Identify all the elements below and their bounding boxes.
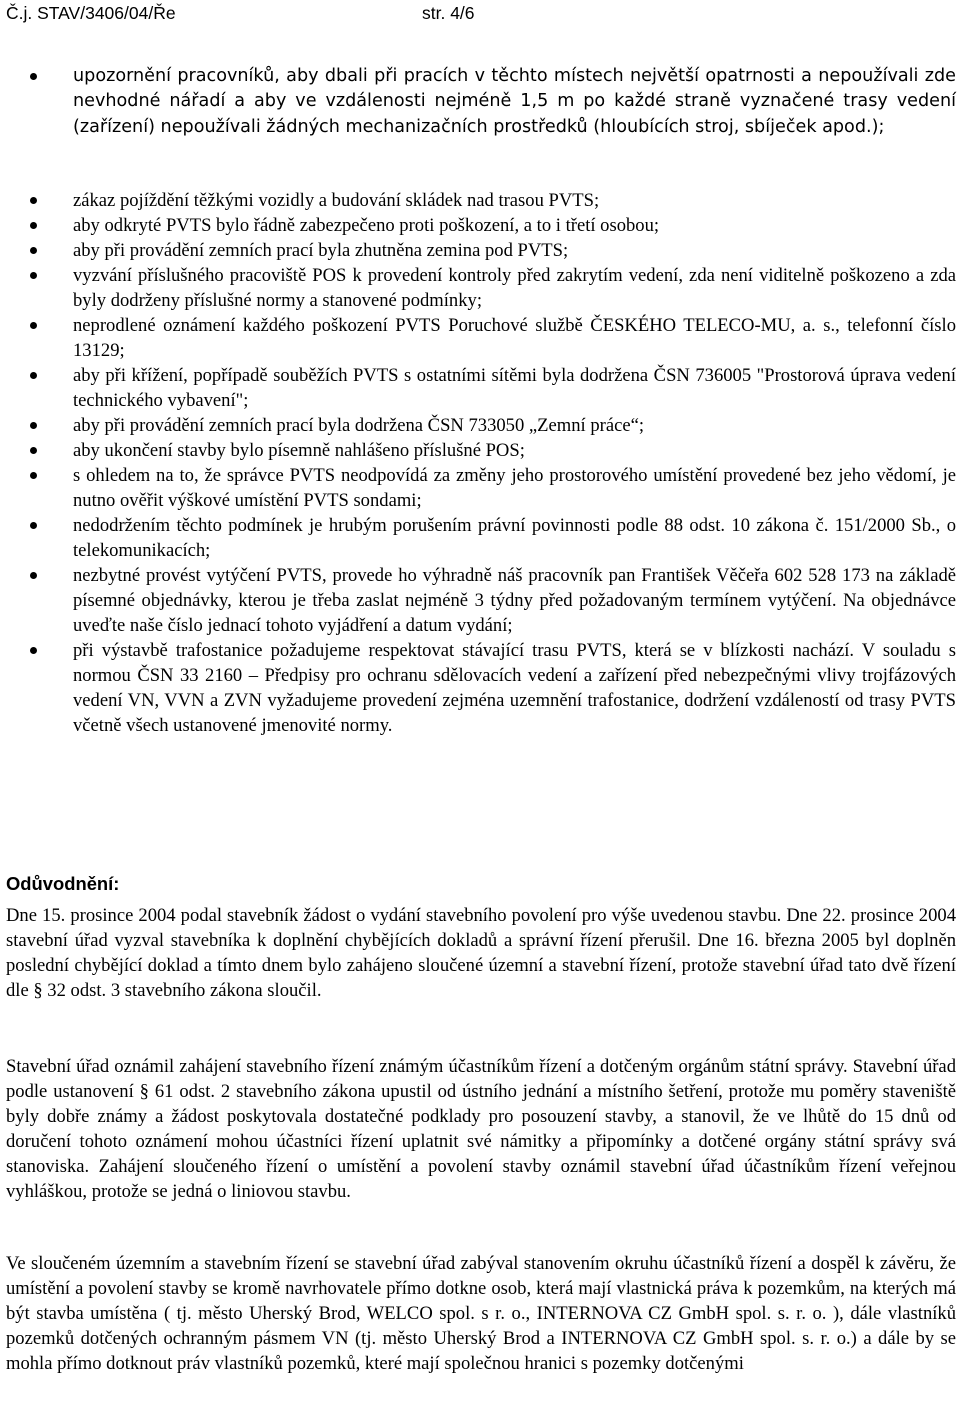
reference-number: Č.j. STAV/3406/04/Ře [6, 3, 176, 23]
list-item: aby při provádění zemních prací byla zhutněna zemina pod PVTS; [0, 238, 960, 263]
list-item: aby ukončení stavby bylo písemně nahlášeno příslušné POS; [0, 438, 960, 463]
paragraph: Ve sloučeném územním a stavebním řízení se stavební úřad zabýval stanovením okruhu účastníků řízení a dospěl k závěru, že umístění a povolení stavby se kromě navrhovatele přímo dotkne osob, která mají vlastnická práva k pozemkům, na kterých má být stavba umístěna ( tj. město Uherský Brod, WELCO spol. s r. o., INTERNOVA CZ GmbH spol. s. r. o. ), dále vlastníků pozemků dotčených ochranným pásmem VN (tj. město Uherský Brod a INTERNOVA CZ GmbH spol. s. r. o.) a dále by se mohla přímo dotknout práv vlastníků pozemků, které mají společnou hranici s pozemky dotčenými [6, 1253, 956, 1374]
list-item: aby odkryté PVTS bylo řádně zabezpečeno proti poškození, a to i třetí osobou; [0, 213, 960, 238]
conditions-list [0, 188, 960, 738]
list-item: aby při křížení, popřípadě souběžích PVTS s ostatními sítěmi byla dodržena ČSN 736005 "Prostorová úprava vedení technického vybavení"; [0, 363, 960, 413]
conditions-list-top [0, 64, 960, 140]
page-number: str. 4/6 [422, 3, 475, 23]
list-item: aby při provádění zemních prací byla dodržena ČSN 733050 „Zemní práce“; [0, 413, 960, 438]
list-item: s ohledem na to, že správce PVTS neodpovídá za změny jeho prostorového umístění provedené bez jeho vědomí, je nutno ověřit výškové umístění PVTS sondami; [0, 463, 960, 513]
list-item: nezbytné provést vytýčení PVTS, provede ho výhradně náš pracovník pan František Věčeřa 602 528 173 na základě písemné objednávky, kterou je třeba zaslat nejméně 3 týdny před požadovaným termínem vytýčení. Na objednávce uveďte naše číslo jednací tohoto vyjádření a datum vydání; [0, 563, 960, 638]
paragraph: Dne 15. prosince 2004 podal stavebník žádost o vydání stavebního povolení pro výše uvedenou stavbu. Dne 22. prosince 2004 stavební úřad vyzval stavebníka k doplnění chybějících dokladů a správní řízení přerušil. Dne 16. března 2005 byl doplněn poslední chybějící doklad a tímto dnem bylo zahájeno sloučené územní a stavební řízení, protože stavební úřad tato dvě řízení dle § 32 odst. 3 stavebního zákona sloučil. [6, 905, 956, 1001]
list-item: zákaz pojíždění těžkými vozidly a budování skládek nad trasou PVTS; [0, 188, 960, 213]
list-item: upozornění pracovníků, aby dbali při pracích v těchto místech největší opatrnosti a nepoužívali zde nevhodné nářadí a aby ve vzdálenosti nejméně 1,5 m po každé straně vyznačené trasy vedení (zařízení) nepoužívali žádných mechanizačních prostředků (hloubících stroj, sbíječek apod.); [0, 64, 960, 140]
list-item: neprodlené oznámení každého poškození PVTS Poruchové službě ČESKÉHO TELECO-MU, a. s., telefonní číslo 13129; [0, 313, 960, 363]
list-item: nedodržením těchto podmínek je hrubým porušením právní povinnosti podle 88 odst. 10 zákona č. 151/2000 Sb., o telekomunikacích; [0, 513, 960, 563]
paragraph: Stavební úřad oznámil zahájení stavebního řízení známým účastníkům řízení a dotčeným orgánům státní správy. Stavební úřad podle ustanovení § 61 odst. 2 stavebního zákona upustil od ústního jednání a místního šetření, protože mu poměry staveniště byly dobře známy a žádost poskytovala dostatečné podklady pro posouzení stavby, a stanovil, že ve lhůtě do 15 dnů od doručení tohoto oznámení mohou účastníci řízení uplatnit své námitky a připomínky a dotčené orgány státní správy svá stanoviska. Zahájení sloučeného řízení o umístění a povolení stavby oznámil stavební úřad účastníkům řízení veřejnou vyhláškou, protože se jedná o liniovou stavbu. [6, 1056, 956, 1202]
section-heading: Odůvodnění: [6, 873, 120, 894]
list-item: při výstavbě trafostanice požadujeme respektovat stávající trasu PVTS, která se v blízkosti nachází. V souladu s normou ČSN 33 2160 – Předpisy pro ochranu sdělovacích vedení a zařízení před nebezpečnými vlivy trojfázových vedení VN, VVN a ZVN vyžadujeme provedení zejména uzemnění trafostanice, dodržení vzdáleností od trasy PVTS včetně všech ustanovené jmenovité normy. [0, 638, 960, 738]
list-item: vyzvání příslušného pracoviště POS k provedení kontroly před zakrytím vedení, zda není viditelně poškozeno a zda byly dodrženy příslušné normy a stanovené podmínky; [0, 263, 960, 313]
